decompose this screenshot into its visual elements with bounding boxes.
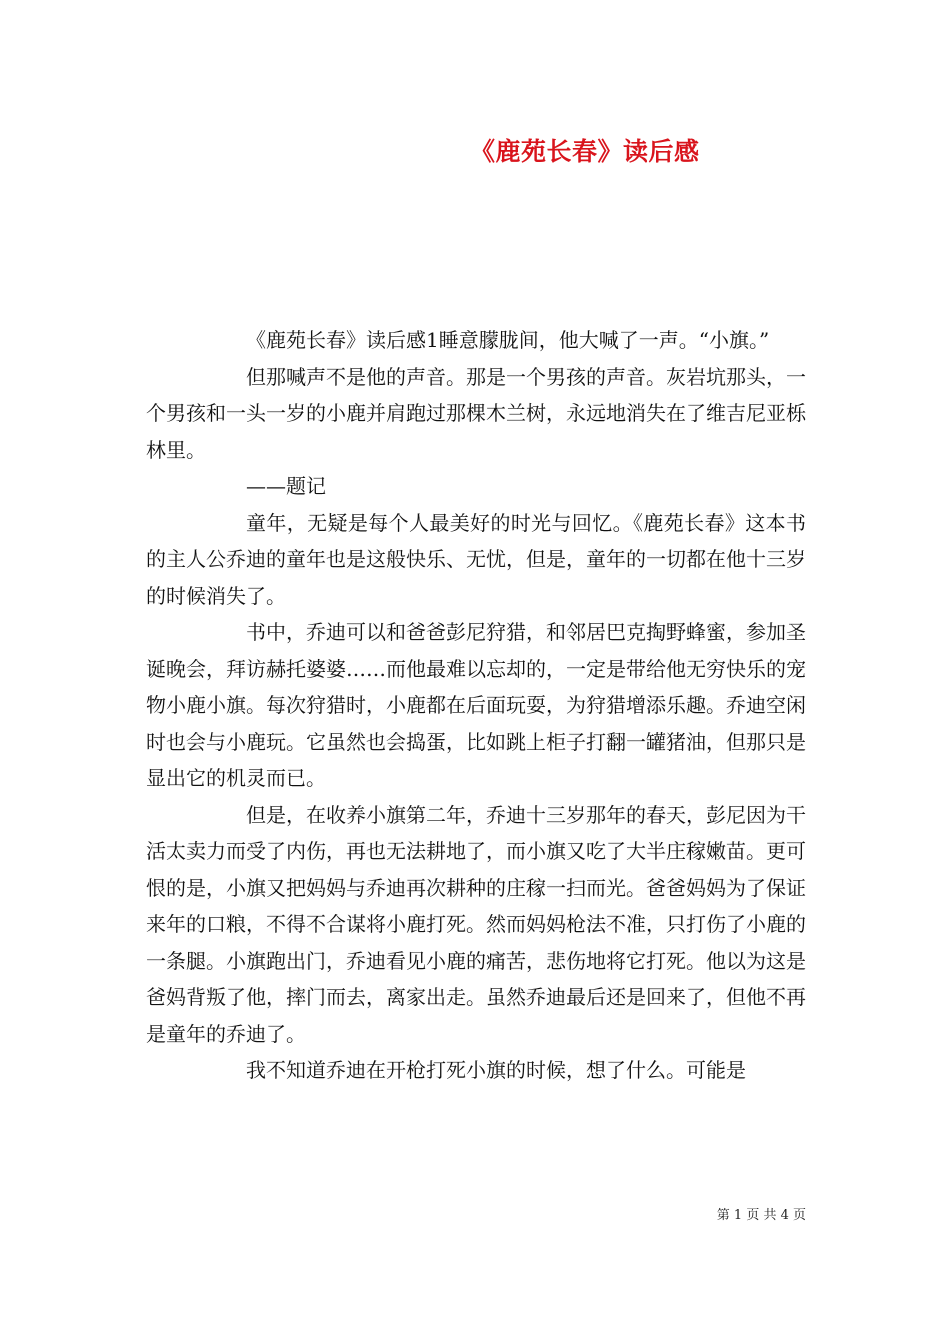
paragraph: 书中，乔迪可以和爸爸彭尼狩猎，和邻居巴克掏野蜂蜜，参加圣诞晚会，拜访赫托婆婆……而他最难以忘却的，一定是带给他无穷快乐的宠物小鹿小旗。每次狩猎时，小鹿都在后面玩耍，为狩猎增添乐趣。乔迪空闲时也会与小鹿玩。它虽然也会捣蛋，比如跳上柜子打翻一罐猪油，但那只是显出它的机灵而已。 — [146, 620, 806, 790]
document-title: 《鹿苑长春》读后感 — [470, 137, 700, 166]
paragraph: 我不知道乔迪在开枪打死小旗的时候，想了什么。可能是 — [246, 1058, 746, 1082]
paragraph: 但是，在收养小旗第二年，乔迪十三岁那年的春天，彭尼因为干活太卖力而受了内伤，再也无法耕地了，而小旗又吃了大半庄稼嫩苗。更可恨的是，小旗又把妈妈与乔迪再次耕种的庄稼一扫而光。爸爸妈妈为了保证来年的口粮，不得不合谋将小鹿打死。然而妈妈枪法不准，只打伤了小鹿的一条腿。小旗跑出门，乔迪看见小鹿的痛苦，悲伤地将它打死。他以为这是爸妈背叛了他，摔门而去，离家出走。虽然乔迪最后还是回来了，但他不再是童年的乔迪了。 — [146, 802, 806, 1046]
document-body — [146, 322, 806, 1089]
paragraph: 《鹿苑长春》读后感1睡意朦胧间，他大喊了一声。“小旗。” — [246, 328, 770, 352]
paragraph: 童年，无疑是每个人最美好的时光与回忆。《鹿苑长春》这本书的主人公乔迪的童年也是这般快乐、无忧，但是，童年的一切都在他十三岁的时候消失了。 — [146, 510, 806, 608]
epigraph-attribution: ——题记 — [246, 474, 326, 498]
page-number: 第 1 页 共 4 页 — [716, 1208, 806, 1223]
paragraph: 但那喊声不是他的声音。那是一个男孩的声音。灰岩坑那头，一个男孩和一头一岁的小鹿并肩跑过那棵木兰树，永远地消失在了维吉尼亚栎林里。 — [146, 364, 806, 462]
